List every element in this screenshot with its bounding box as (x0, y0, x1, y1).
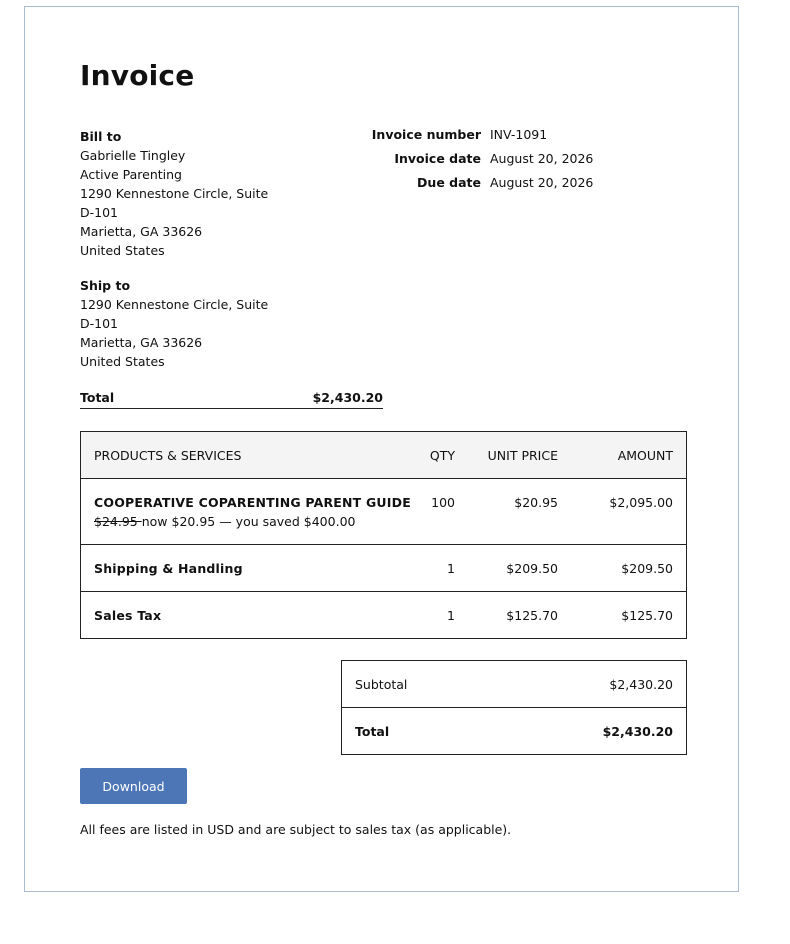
meta-row (325, 175, 593, 199)
subtotal-row (342, 661, 686, 707)
item-name: Shipping & Handling (94, 561, 243, 576)
total-line-label: Total (80, 390, 115, 405)
item-amount: $125.70 (621, 608, 673, 623)
totals-table (341, 660, 687, 755)
item-qty: 100 (431, 495, 455, 510)
bill-to-name: Gabrielle Tingley (80, 148, 186, 163)
header-products: PRODUCTS & SERVICES (94, 448, 242, 463)
item-unit-price: $20.95 (514, 495, 558, 510)
discount-text: now $20.95 — you saved $400.00 (141, 514, 356, 529)
bill-to-country: United States (80, 243, 165, 258)
bill-to-heading: Bill to (80, 129, 122, 144)
due-date-value: August 20, 2026 (490, 175, 594, 190)
item-unit-price: $125.70 (506, 608, 558, 623)
item-name: COOPERATIVE COPARENTING PARENT GUIDE (94, 495, 411, 510)
total-value: $2,430.20 (602, 724, 673, 739)
footer-note: All fees are listed in USD and are subject to sales tax (as applicable). (80, 822, 512, 837)
table-row (81, 479, 686, 545)
header-unit-price: UNIT PRICE (487, 448, 558, 463)
ship-to-heading: Ship to (80, 278, 131, 293)
table-row (81, 592, 686, 638)
subtotal-value: $2,430.20 (609, 677, 673, 692)
bill-to-company: Active Parenting (80, 167, 182, 182)
invoice-page (24, 6, 739, 892)
total-summary-line (80, 390, 383, 409)
original-price: $24.95 (94, 514, 142, 529)
bill-to-city: Marietta, GA 33626 (80, 224, 203, 239)
item-unit-price: $209.50 (506, 561, 558, 576)
invoice-meta (325, 127, 593, 199)
item-qty: 1 (447, 561, 455, 576)
line-items-table (80, 431, 687, 639)
header-amount: AMOUNT (617, 448, 673, 463)
ship-to-street: 1290 Kennestone Circle, Suite D-101 (80, 297, 269, 331)
total-label: Total (355, 724, 390, 739)
invoice-number-label: Invoice number (371, 127, 481, 142)
item-qty: 1 (447, 608, 455, 623)
download-button[interactable]: Download (80, 768, 187, 804)
item-amount: $2,095.00 (609, 495, 673, 510)
discount-note (94, 514, 355, 529)
invoice-title: Invoice (80, 59, 195, 92)
subtotal-label: Subtotal (355, 677, 408, 692)
table-row (81, 545, 686, 592)
total-row (342, 707, 686, 754)
meta-row (325, 151, 593, 175)
item-name: Sales Tax (94, 608, 162, 623)
ship-to-city: Marietta, GA 33626 (80, 335, 203, 350)
invoice-date-value: August 20, 2026 (490, 151, 594, 166)
ship-to-country: United States (80, 354, 165, 369)
bill-to-block (80, 127, 270, 260)
invoice-number-value: INV-1091 (490, 127, 548, 142)
ship-to-block (80, 276, 270, 371)
bill-to-street: 1290 Kennestone Circle, Suite D-101 (80, 186, 269, 220)
header-qty: QTY (429, 448, 455, 463)
due-date-label: Due date (417, 175, 481, 190)
meta-row (325, 127, 593, 151)
invoice-date-label: Invoice date (394, 151, 481, 166)
table-header (81, 432, 686, 479)
item-amount: $209.50 (621, 561, 673, 576)
total-line-value: $2,430.20 (312, 390, 383, 405)
